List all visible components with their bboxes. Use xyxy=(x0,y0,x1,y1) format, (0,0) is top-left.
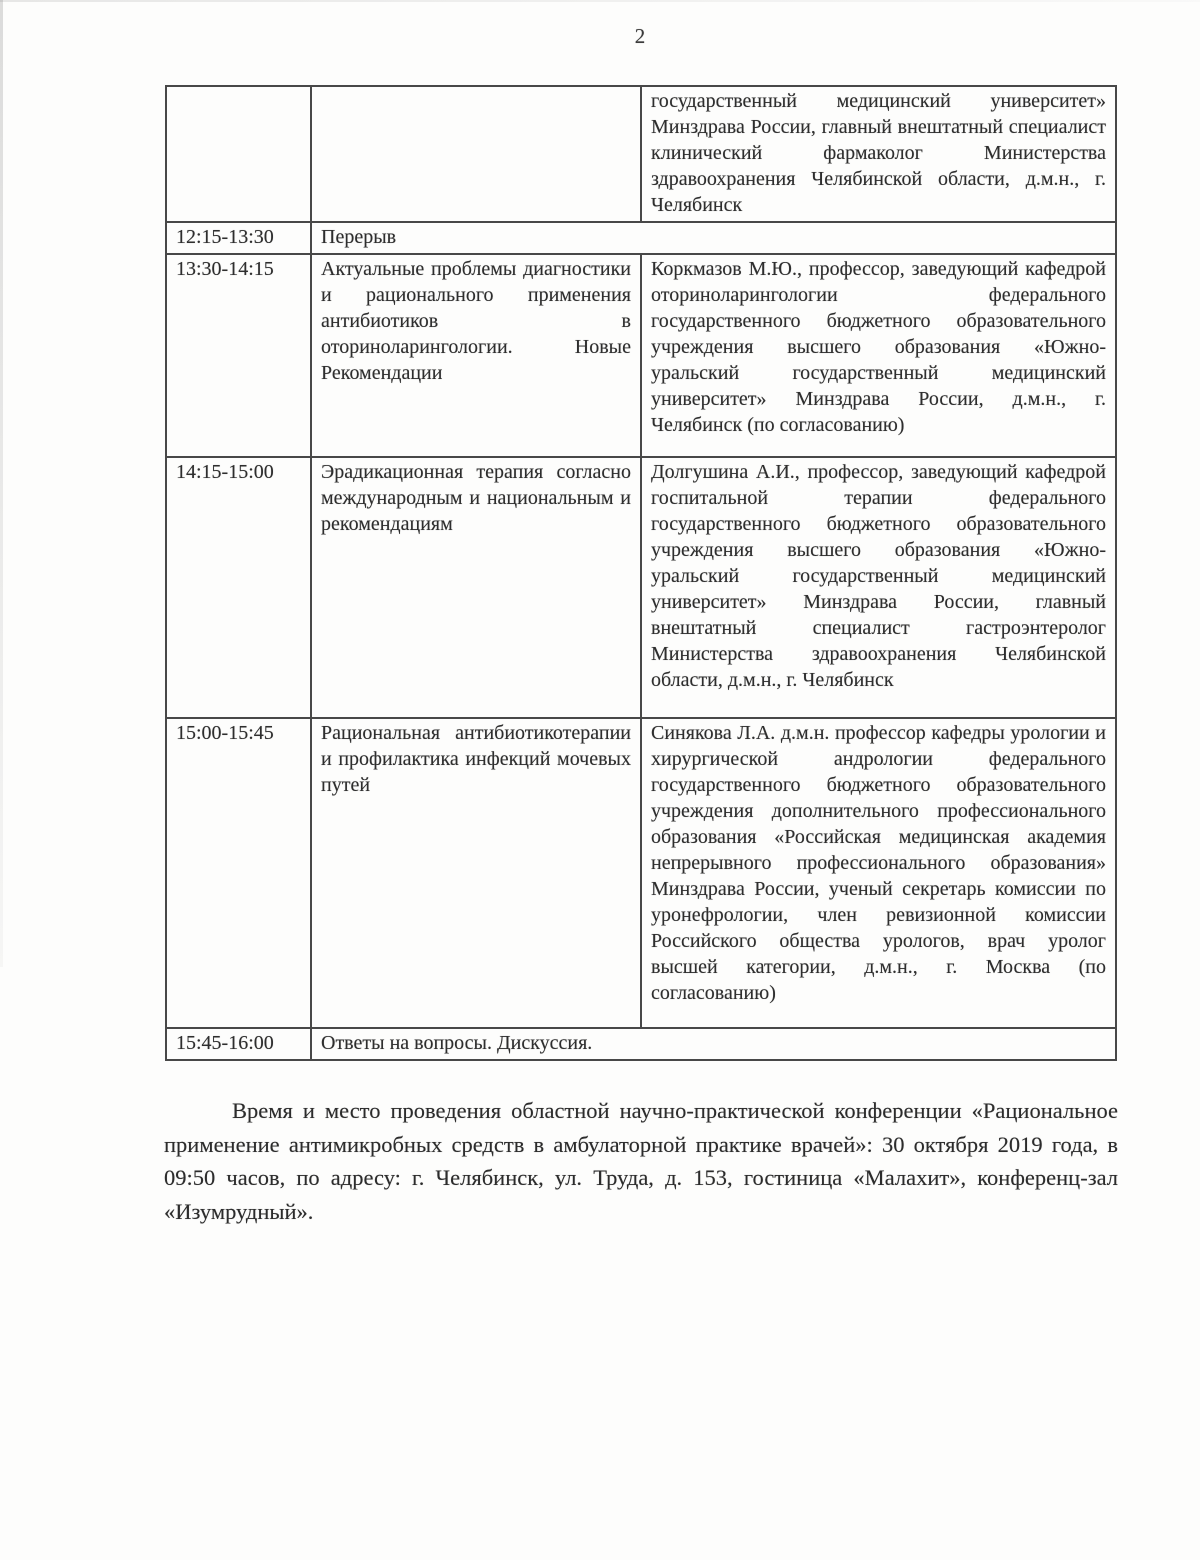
topic-cell: Эрадикационная терапия согласно международным и национальным и рекомендациям xyxy=(311,457,641,718)
table-row xyxy=(166,457,1116,718)
time-cell: 13:30-14:15 xyxy=(166,254,311,457)
speaker-cell: государственный медицинский университет» Минздрава России, главный внештатный специалист клинический фармаколог Министерства здравоохранения Челябинской области, д.м.н., г. Челябинск xyxy=(641,86,1116,222)
time-cell xyxy=(166,86,311,222)
scan-edge-artifact xyxy=(0,0,1200,2)
speaker-cell: Долгушина А.И., профессор, заведующий кафедрой госпитальной терапии федерального государственного бюджетного образовательного учреждения высшего образования «Южно-уральский государственный медицинский университет» Минздрава России, главный внештатный специалист гастроэнтеролог Министерства здравоохранения Челябинской области, д.м.н., г. Челябинск xyxy=(641,457,1116,718)
scan-edge-artifact xyxy=(0,0,3,967)
topic-cell xyxy=(311,86,641,222)
table-row xyxy=(166,222,1116,254)
topic-cell: Актуальные проблемы диагностики и рационального применения антибиотиков в оториноларингологии. Новые Рекомендации xyxy=(311,254,641,457)
topic-cell: Перерыв xyxy=(311,222,1116,254)
speaker-cell: Синякова Л.А. д.м.н. профессор кафедры урологии и хирургической андрологии федерального государственного бюджетного образовательного учреждения дополнительного профессионального образования «Российская медицинская академия непрерывного профессионального образования» Минздрава России, ученый секретарь комиссии по уронефрологии, член ревизионной комиссии Российского общества урологов, врач уролог высшей категории, д.м.н., г. Москва (по согласованию) xyxy=(641,718,1116,1028)
time-cell: 12:15-13:30 xyxy=(166,222,311,254)
time-cell: 15:45-16:00 xyxy=(166,1028,311,1060)
table-row xyxy=(166,718,1116,1028)
time-cell: 15:00-15:45 xyxy=(166,718,311,1028)
time-cell: 14:15-15:00 xyxy=(166,457,311,718)
page-number: 2 xyxy=(634,24,646,48)
topic-cell: Рациональная антибиотикотерапии и профилактика инфекций мочевых путей xyxy=(311,718,641,1028)
table-row xyxy=(166,1028,1116,1060)
venue-paragraph: Время и место проведения областной научно-практической конференции «Рациональное применение антимикробных средств в амбулаторной практике врачей»: 30 октября 2019 года, в 09:50 часов, по адресу: г. Челябинск, ул. Труда, д. 153, гостиница «Малахит», конференц-зал «Изумрудный». xyxy=(164,1098,1118,1224)
topic-cell: Ответы на вопросы. Дискуссия. xyxy=(311,1028,1116,1060)
table-row xyxy=(166,86,1116,222)
schedule-table xyxy=(165,85,1117,1061)
table-row xyxy=(166,254,1116,457)
speaker-cell: Коркмазов М.Ю., профессор, заведующий кафедрой оториноларингологии федерального государственного бюджетного образовательного учреждения высшего образования «Южно-уральский государственный медицинский университет» Минздрава России, д.м.н., г. Челябинск (по согласованию) xyxy=(641,254,1116,457)
